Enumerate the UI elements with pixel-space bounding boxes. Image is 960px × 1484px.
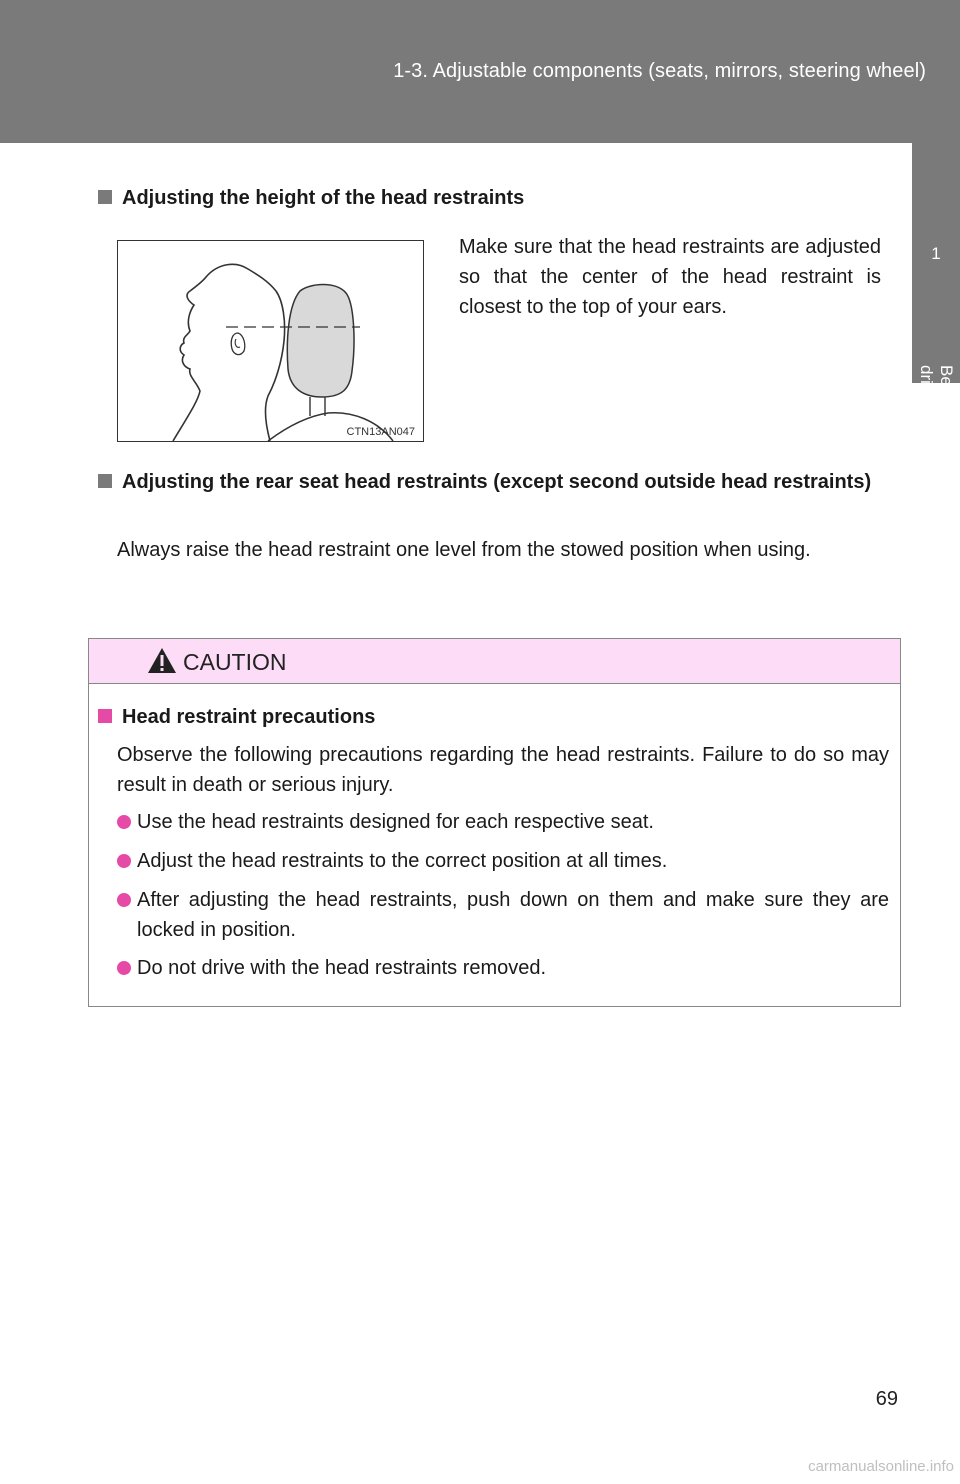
page-number: 69 xyxy=(875,1388,898,1410)
caution-item: Adjust the head restraints to the correct position at all times. xyxy=(117,846,889,876)
caution-item: After adjusting the head restraints, push down on them and make sure they are locked in position. xyxy=(117,885,889,945)
pink-dot-bullet-icon xyxy=(117,961,131,975)
caution-header xyxy=(89,639,900,684)
section2-text: Always raise the head restraint one level from the stowed position when using. xyxy=(117,539,811,561)
caution-title: CAUTION xyxy=(183,649,287,675)
watermark: carmanualsonline.info xyxy=(808,1458,954,1475)
caution-item: Use the head restraints designed for each respective seat. xyxy=(117,807,889,837)
square-bullet-icon xyxy=(98,190,112,204)
caution-heading: Head restraint precautions xyxy=(98,702,888,732)
side-tab-label: Before driving xyxy=(917,364,956,415)
section1-text: Make sure that the head restraints are adjusted so that the center of the head restraint is closest to the top of your ears. xyxy=(459,236,881,318)
square-bullet-icon xyxy=(98,474,112,488)
side-tab-number: 1 xyxy=(931,244,941,263)
section-heading-height: Adjusting the height of the head restraints xyxy=(98,183,888,213)
chapter-title: 1-3. Adjustable components (seats, mirrors, steering wheel) xyxy=(393,60,926,82)
section-heading-rear: Adjusting the rear seat head restraints (except second outside head restraints) xyxy=(98,467,888,497)
square-bullet-icon xyxy=(98,709,112,723)
pink-dot-bullet-icon xyxy=(117,815,131,829)
head-restraint-illustration xyxy=(118,241,423,441)
warning-triangle-icon xyxy=(147,647,177,674)
pink-dot-bullet-icon xyxy=(117,854,131,868)
caution-intro: Observe the following precautions regarding the head restraints. Failure to do so may result in death or serious injury. xyxy=(117,744,889,796)
caution-box xyxy=(88,638,901,1007)
caution-item: Do not drive with the head restraints removed. xyxy=(117,953,889,983)
head-restraint-figure xyxy=(117,240,424,442)
figure-code: CTN13AN047 xyxy=(346,426,415,438)
pink-dot-bullet-icon xyxy=(117,893,131,907)
